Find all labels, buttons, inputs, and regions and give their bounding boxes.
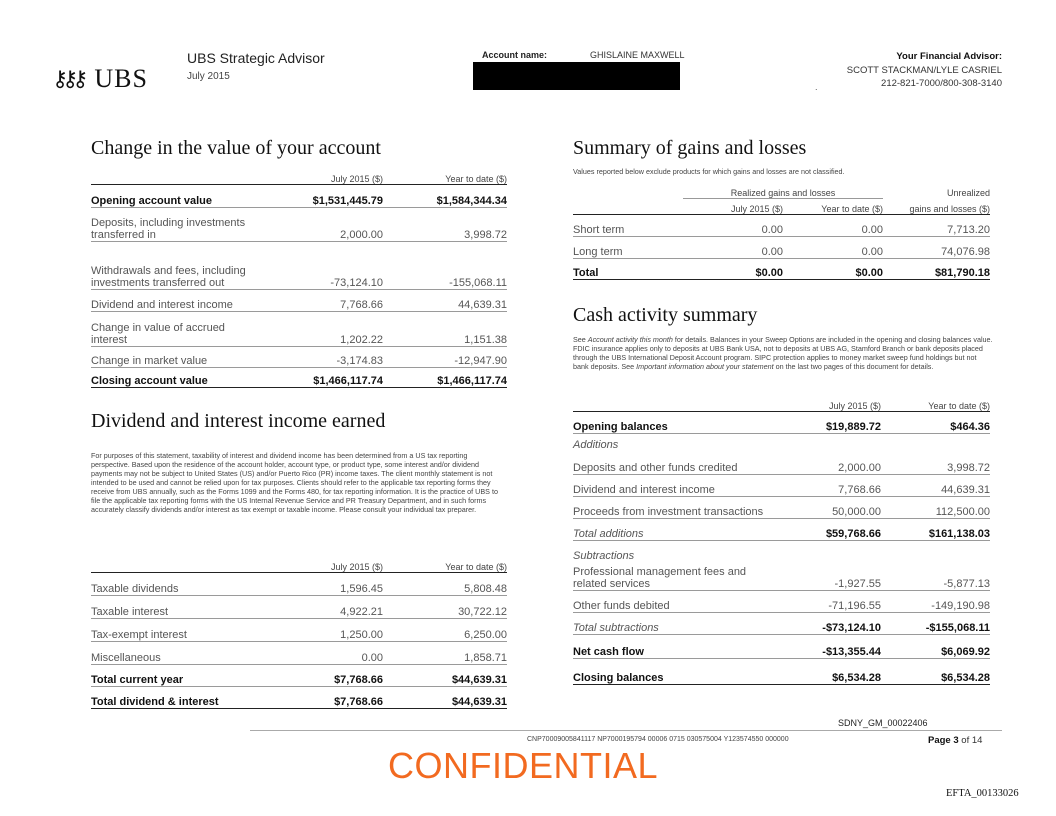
row-value: -73,124.10 — [281, 241, 383, 289]
row-value: 0.00 — [783, 214, 883, 236]
column-header: gains and losses ($) — [909, 203, 990, 214]
row-value: 1,202.22 — [281, 311, 383, 346]
row-value: 3,998.72 — [881, 451, 990, 474]
table-header — [573, 182, 990, 198]
change-value-table — [91, 168, 507, 388]
row-value: $7,768.66 — [281, 686, 383, 708]
cash-table — [573, 395, 990, 685]
row-label: Dividend and interest income — [573, 474, 783, 496]
dividend-paragraph: For purposes of this statement, taxability of interest and dividend income has been determined from a US tax reporting perspective. Based upon the residence of the account holder, account type, or product type, some interest and/or dividend payments may not be subject to United States (US) and/or Puerto Rico (PR) income taxes. The client monthly statement is not intended to be used and cannot be relied upon for tax purposes. Clients should refer to the applicable tax reporting forms they receive from UBS annually, such as the Forms 1099 and the Forms 480, for tax reporting information. It is the practice of UBS to file the applicable tax reporting forms with the US Internal Revenue Service and PR Treasury Department, and in such forms accurately classify dividends and/or interest as tax exempt or taxable income. Please consult your individual tax preparer. — [91, 451, 498, 514]
row-value: $0.00 — [683, 258, 783, 279]
row-label: Closing balances — [573, 658, 783, 684]
row-value: $464.36 — [881, 411, 990, 433]
subtractions-label: Subtractions — [573, 550, 635, 562]
table-row — [573, 496, 990, 518]
table-row — [91, 641, 507, 664]
cash-title: Cash activity summary — [573, 304, 758, 326]
ubs-logo — [52, 64, 148, 94]
row-label: Other funds debited — [573, 590, 783, 612]
table-header — [573, 198, 990, 214]
cash-para-mid: for details. Balances in your Sweep Options are included in the opening and closing balances value. FDIC insurance applies only to deposits at UBS Bank USA, not to deposits at UBS AG, Stamford Branch or bank deposits placed through the UBS International Deposit Account program. SIPC protection applies to money market sweep fund holdings but not bank deposits. See — [573, 335, 993, 371]
row-label: Miscellaneous — [91, 641, 281, 664]
product-title: UBS Strategic Advisor — [187, 50, 325, 66]
row-value: $81,790.18 — [883, 258, 990, 279]
additions-label: Additions — [573, 439, 619, 451]
row-label: Closing account value — [91, 367, 281, 387]
row-value: $6,534.28 — [783, 658, 881, 684]
column-header: Unrealized — [946, 188, 990, 198]
table-row — [91, 184, 507, 207]
row-value: $44,639.31 — [383, 686, 507, 708]
row-label: Deposits, including investments transferred in — [91, 207, 281, 241]
table-row — [91, 686, 507, 708]
row-label: Total dividend & interest — [91, 686, 281, 708]
realized-group-header: Realized gains and losses — [683, 182, 883, 198]
stray-dot: . — [815, 82, 818, 92]
advisor-name: SCOTT STACKMAN/LYLE CASRIEL — [846, 64, 1002, 76]
row-value: 1,250.00 — [281, 618, 383, 641]
row-value: $161,138.03 — [881, 518, 990, 540]
table-row — [573, 236, 990, 258]
row-value: -5,877.13 — [881, 562, 990, 590]
row-label: Total subtractions — [573, 612, 783, 634]
table-row — [91, 572, 507, 595]
page-total: of 14 — [961, 735, 983, 746]
row-label: Change in value of accrued interest — [91, 311, 281, 346]
row-value: $0.00 — [783, 258, 883, 279]
row-label: Taxable interest — [91, 595, 281, 618]
table-row — [573, 562, 990, 590]
ubs-keys-icon: ⚷⚷⚷ — [52, 66, 83, 92]
bates-number: SDNY_GM_00022406 — [838, 718, 928, 728]
efta-number: EFTA_00133026 — [946, 788, 1019, 799]
row-label: Tax-exempt interest — [91, 618, 281, 641]
advisor-phone: 212-821-7000/800-308-3140 — [881, 78, 1002, 89]
row-value: 2,000.00 — [281, 207, 383, 241]
change-value-title: Change in the value of your account — [91, 137, 381, 159]
column-header: July 2015 ($) — [828, 400, 881, 411]
table-row — [91, 618, 507, 641]
row-value: $1,531,445.79 — [281, 184, 383, 207]
row-label: Taxable dividends — [91, 572, 281, 595]
row-label: Dividend and interest income — [91, 289, 281, 311]
section-label-row — [573, 433, 990, 451]
row-value: $6,534.28 — [881, 658, 990, 684]
row-value: -$13,355.44 — [783, 634, 881, 658]
column-header: July 2015 ($) — [730, 203, 783, 214]
row-value: -$73,124.10 — [783, 612, 881, 634]
table-row — [573, 590, 990, 612]
row-label: Professional management fees and related services — [573, 562, 783, 590]
row-value: $59,768.66 — [783, 518, 881, 540]
row-label: Withdrawals and fees, including investments transferred out — [91, 241, 281, 289]
table-row — [573, 518, 990, 540]
row-value: 6,250.00 — [383, 618, 507, 641]
table-header — [91, 168, 507, 184]
table-row — [573, 258, 990, 279]
table-row — [573, 451, 990, 474]
table-row — [573, 411, 990, 433]
row-value: 112,500.00 — [881, 496, 990, 518]
row-value: 4,922.21 — [281, 595, 383, 618]
section-label-row — [573, 540, 990, 562]
column-header: Year to date ($) — [928, 400, 990, 411]
page-indicator — [928, 735, 982, 746]
row-value: -3,174.83 — [281, 346, 383, 367]
row-label: Net cash flow — [573, 634, 783, 658]
brand-name: UBS — [94, 64, 148, 93]
important-info-ref: Important information about your statement — [636, 362, 774, 371]
row-label: Opening account value — [91, 184, 281, 207]
gains-table — [573, 182, 990, 280]
table-row — [91, 346, 507, 367]
account-activity-ref: Account activity this month — [587, 335, 673, 344]
row-value: -1,927.55 — [783, 562, 881, 590]
row-value: 50,000.00 — [783, 496, 881, 518]
column-header: Year to date ($) — [821, 203, 883, 214]
row-value: $7,768.66 — [281, 664, 383, 686]
table-row — [91, 367, 507, 387]
column-header: Year to date ($) — [445, 173, 507, 184]
table-header — [91, 556, 507, 572]
column-header: July 2015 ($) — [330, 173, 383, 184]
row-value: 0.00 — [683, 236, 783, 258]
row-value: 0.00 — [281, 641, 383, 664]
table-row — [573, 474, 990, 496]
row-value: 44,639.31 — [383, 289, 507, 311]
row-value: $1,466,117.74 — [281, 367, 383, 387]
row-label: Opening balances — [573, 411, 783, 433]
table-row — [573, 634, 990, 658]
table-row — [91, 241, 507, 289]
row-value: 7,768.66 — [281, 289, 383, 311]
row-value: 0.00 — [783, 236, 883, 258]
page-label: Page — [928, 735, 951, 746]
advisor-title: Your Financial Advisor: — [896, 51, 1002, 62]
row-value: 44,639.31 — [881, 474, 990, 496]
column-header: Year to date ($) — [445, 561, 507, 572]
row-label: Total — [573, 258, 683, 279]
table-row — [91, 207, 507, 241]
table-header — [573, 395, 990, 411]
row-value: -$155,068.11 — [881, 612, 990, 634]
row-value: -71,196.55 — [783, 590, 881, 612]
row-value: 1,151.38 — [383, 311, 507, 346]
document-code: CNP70009005841117 NP7000195794 00006 0715 030575004 Y123574550 000000 — [527, 736, 789, 743]
row-value: $6,069.92 — [881, 634, 990, 658]
table-row — [91, 595, 507, 618]
account-name-label: Account name: — [482, 50, 548, 60]
page-number: 3 — [953, 735, 959, 746]
row-value: 1,596.45 — [281, 572, 383, 595]
row-value: 7,768.66 — [783, 474, 881, 496]
gains-note: Values reported below exclude products for which gains and losses are not classified. — [573, 167, 845, 176]
table-row — [91, 311, 507, 346]
row-value: 3,998.72 — [383, 207, 507, 241]
row-label: Short term — [573, 214, 683, 236]
table-row — [573, 214, 990, 236]
table-row — [91, 289, 507, 311]
row-label: Total additions — [573, 518, 783, 540]
confidential-stamp: CONFIDENTIAL — [388, 745, 659, 786]
row-label: Change in market value — [91, 346, 281, 367]
statement-date: July 2015 — [187, 71, 230, 82]
row-value: -155,068.11 — [383, 241, 507, 289]
dividend-table — [91, 556, 507, 709]
footer-divider — [250, 730, 1002, 731]
row-value: 30,722.12 — [383, 595, 507, 618]
row-value: -12,947.90 — [383, 346, 507, 367]
row-value: 7,713.20 — [883, 214, 990, 236]
row-value: 2,000.00 — [783, 451, 881, 474]
row-label: Proceeds from investment transactions — [573, 496, 783, 518]
column-header: July 2015 ($) — [330, 561, 383, 572]
row-value: -149,190.98 — [881, 590, 990, 612]
table-row — [573, 612, 990, 634]
row-value: $19,889.72 — [783, 411, 881, 433]
row-label: Deposits and other funds credited — [573, 451, 783, 474]
row-value: $44,639.31 — [383, 664, 507, 686]
redaction-block — [473, 62, 680, 90]
row-value: 1,858.71 — [383, 641, 507, 664]
row-value: 0.00 — [683, 214, 783, 236]
table-row — [573, 658, 990, 684]
cash-paragraph — [573, 335, 993, 371]
advisor-block — [847, 50, 1002, 91]
table-row — [91, 664, 507, 686]
row-value: $1,466,117.74 — [383, 367, 507, 387]
row-label: Long term — [573, 236, 683, 258]
dividend-title: Dividend and interest income earned — [91, 410, 386, 432]
row-label: Total current year — [91, 664, 281, 686]
row-value: 5,808.48 — [383, 572, 507, 595]
cash-para-see: See — [573, 335, 588, 344]
row-value: 74,076.98 — [883, 236, 990, 258]
account-name-value: GHISLAINE MAXWELL — [590, 50, 685, 60]
cash-para-end: on the last two pages of this document for details. — [773, 362, 934, 371]
gains-title: Summary of gains and losses — [573, 137, 807, 159]
row-value: $1,584,344.34 — [383, 184, 507, 207]
